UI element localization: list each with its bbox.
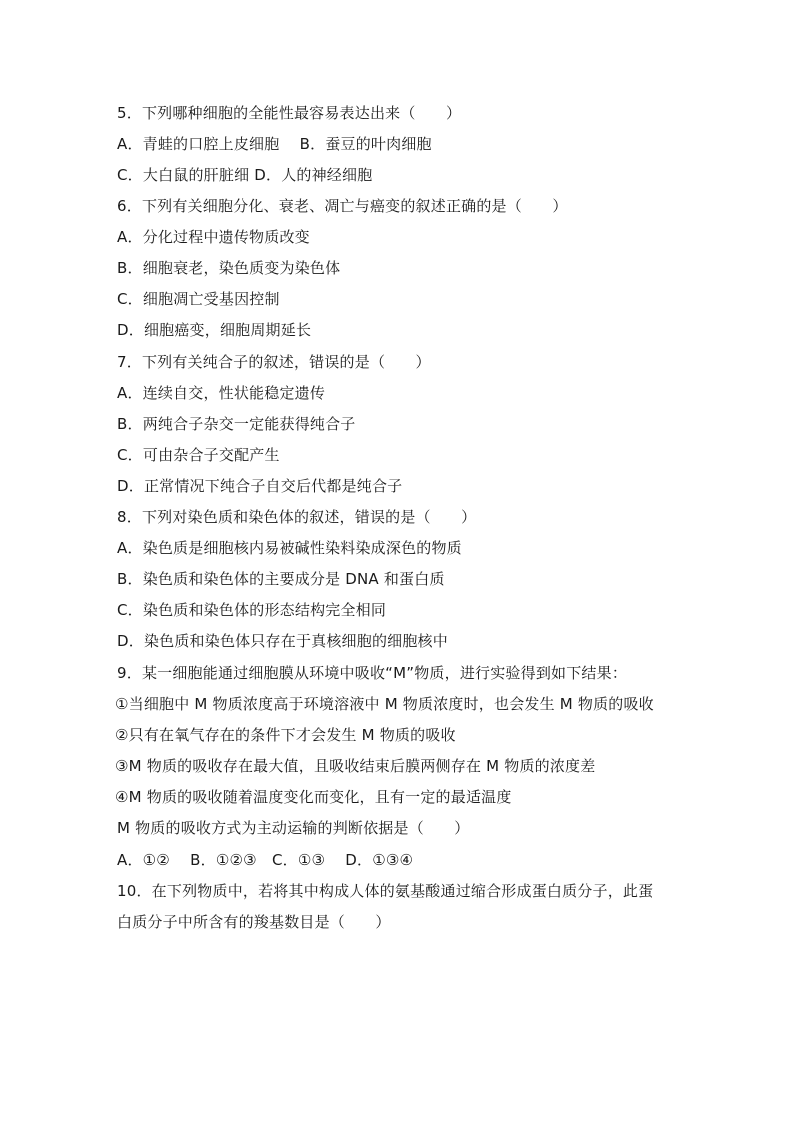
question-7-option-b: B．两纯合子杂交一定能获得纯合子 <box>117 415 356 433</box>
question-9-item-2: ②只有在氧气存在的条件下才会发生 M 物质的吸收 <box>115 726 456 744</box>
question-8-option-c: C．染色质和染色体的形态结构完全相同 <box>117 601 387 619</box>
question-5-option-ab: A．青蛙的口腔上皮细胞 B．蚕豆的叶肉细胞 <box>117 135 432 153</box>
question-6-option-d: D．细胞癌变，细胞周期延长 <box>117 321 312 339</box>
question-6-option-b: B．细胞衰老，染色质变为染色体 <box>117 259 341 277</box>
question-10-stem-line-1: 10．在下列物质中，若将其中构成人体的氨基酸通过缩合形成蛋白质分子，此蛋 <box>117 882 654 900</box>
question-8-stem: 8．下列对染色质和染色体的叙述，错误的是（ ） <box>117 508 477 526</box>
question-7-option-a: A．连续自交，性状能稳定遗传 <box>117 384 326 402</box>
question-9-item-3: ③M 物质的吸收存在最大值，且吸收结束后膜两侧存在 M 物质的浓度差 <box>115 757 596 775</box>
question-6-stem: 6．下列有关细胞分化、衰老、凋亡与癌变的叙述正确的是（ ） <box>117 197 568 215</box>
question-9-item-4: ④M 物质的吸收随着温度变化而变化，且有一定的最适温度 <box>115 788 512 806</box>
question-6-option-a: A．分化过程中遗传物质改变 <box>117 228 310 246</box>
question-10-stem-line-2: 白质分子中所含有的羧基数目是（ ） <box>117 913 391 931</box>
question-7-option-c: C．可由杂合子交配产生 <box>117 446 280 464</box>
question-7-option-d: D．正常情况下纯合子自交后代都是纯合子 <box>117 477 403 495</box>
question-7-stem: 7．下列有关纯合子的叙述，错误的是（ ） <box>117 353 431 371</box>
question-8-option-a: A．染色质是细胞核内易被碱性染料染成深色的物质 <box>117 539 462 557</box>
question-8-option-b: B．染色质和染色体的主要成分是 DNA 和蛋白质 <box>117 570 445 588</box>
question-9-stem: 9．某一细胞能通过细胞膜从环境中吸收“M”物质，进行实验得到如下结果： <box>117 664 628 682</box>
question-9-options: A．①② B．①②③ C．①③ D．①③④ <box>117 851 414 869</box>
question-6-option-c: C．细胞凋亡受基因控制 <box>117 290 280 308</box>
question-9-item-1: ①当细胞中 M 物质浓度高于环境溶液中 M 物质浓度时，也会发生 M 物质的吸收 <box>115 695 654 713</box>
question-5-stem: 5．下列哪种细胞的全能性最容易表达出来（ ） <box>117 104 462 122</box>
question-9-prompt: M 物质的吸收方式为主动运输的判断依据是（ ） <box>117 819 470 837</box>
question-5-option-cd: C．大白鼠的肝脏细 D．人的神经细胞 <box>117 166 373 184</box>
question-8-option-d: D．染色质和染色体只存在于真核细胞的细胞核中 <box>117 632 448 650</box>
